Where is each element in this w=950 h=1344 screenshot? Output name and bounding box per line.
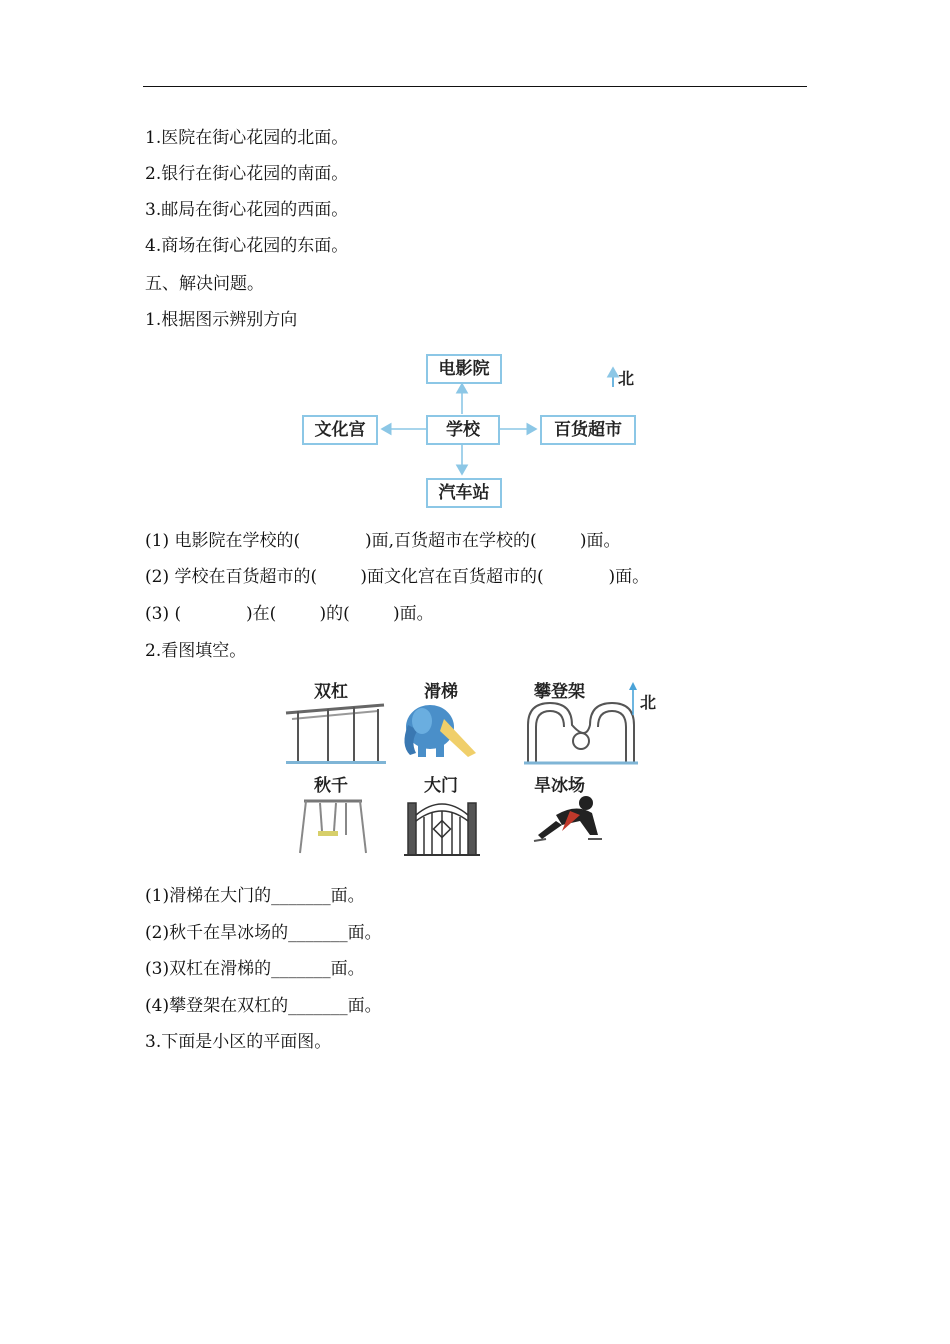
gate-label: 大门 [424, 776, 458, 796]
header-rule [143, 86, 807, 87]
swing-label: 秋千 [314, 776, 348, 796]
slide-label: 滑梯 [424, 682, 458, 702]
question-1-part-3: (3) ( )在( )的( )面。 [145, 604, 434, 624]
north-label-2: 北 [640, 693, 657, 712]
question-1-part-2: (2) 学校在百货超市的( )面文化宫在百货超市的( )面。 [145, 567, 650, 587]
skater-picture [534, 796, 602, 841]
ice-rink-label: 旱冰场 [534, 776, 585, 796]
question-3-title: 3.下面是小区的平面图。 [145, 1032, 332, 1052]
climbing-frame-picture [524, 703, 638, 763]
question-2-part-3: (3)双杠在滑梯的_______面。 [145, 959, 365, 979]
gate-picture [404, 803, 480, 855]
parallel-bars-label: 双杠 [314, 682, 348, 702]
question-2-part-4: (4)攀登架在双杠的_______面。 [145, 996, 382, 1016]
statement-1: 1.医院在街心花园的北面。 [145, 128, 349, 148]
direction-diagram [300, 350, 650, 508]
question-2-part-1: (1)滑梯在大门的_______面。 [145, 886, 365, 906]
culture-palace-box: 文化宫 [302, 415, 378, 445]
statement-2: 2.银行在街心花园的南面。 [145, 164, 349, 184]
cinema-box: 电影院 [426, 354, 502, 384]
question-1-title: 1.根据图示辨别方向 [145, 310, 298, 330]
question-2-part-2: (2)秋千在旱冰场的_______面。 [145, 923, 382, 943]
school-box: 学校 [426, 415, 500, 445]
playground-diagram [280, 675, 680, 860]
parallel-bars-picture [286, 705, 386, 764]
section-title: 五、解决问题。 [145, 274, 264, 294]
climbing-frame-label: 攀登架 [534, 682, 585, 702]
department-store-box: 百货超市 [540, 415, 636, 445]
statement-3: 3.邮局在街心花园的西面。 [145, 200, 349, 220]
playground-pictures [280, 675, 680, 860]
elephant-slide-picture [404, 705, 476, 757]
question-2-title: 2.看图填空。 [145, 641, 247, 661]
statement-4: 4.商场在街心花园的东面。 [145, 236, 349, 256]
north-label: 北 [618, 369, 635, 388]
bus-station-box: 汽车站 [426, 478, 502, 508]
swing-picture [300, 801, 366, 853]
question-1-part-1: (1) 电影院在学校的( )面,百货超市在学校的( )面。 [145, 531, 621, 551]
